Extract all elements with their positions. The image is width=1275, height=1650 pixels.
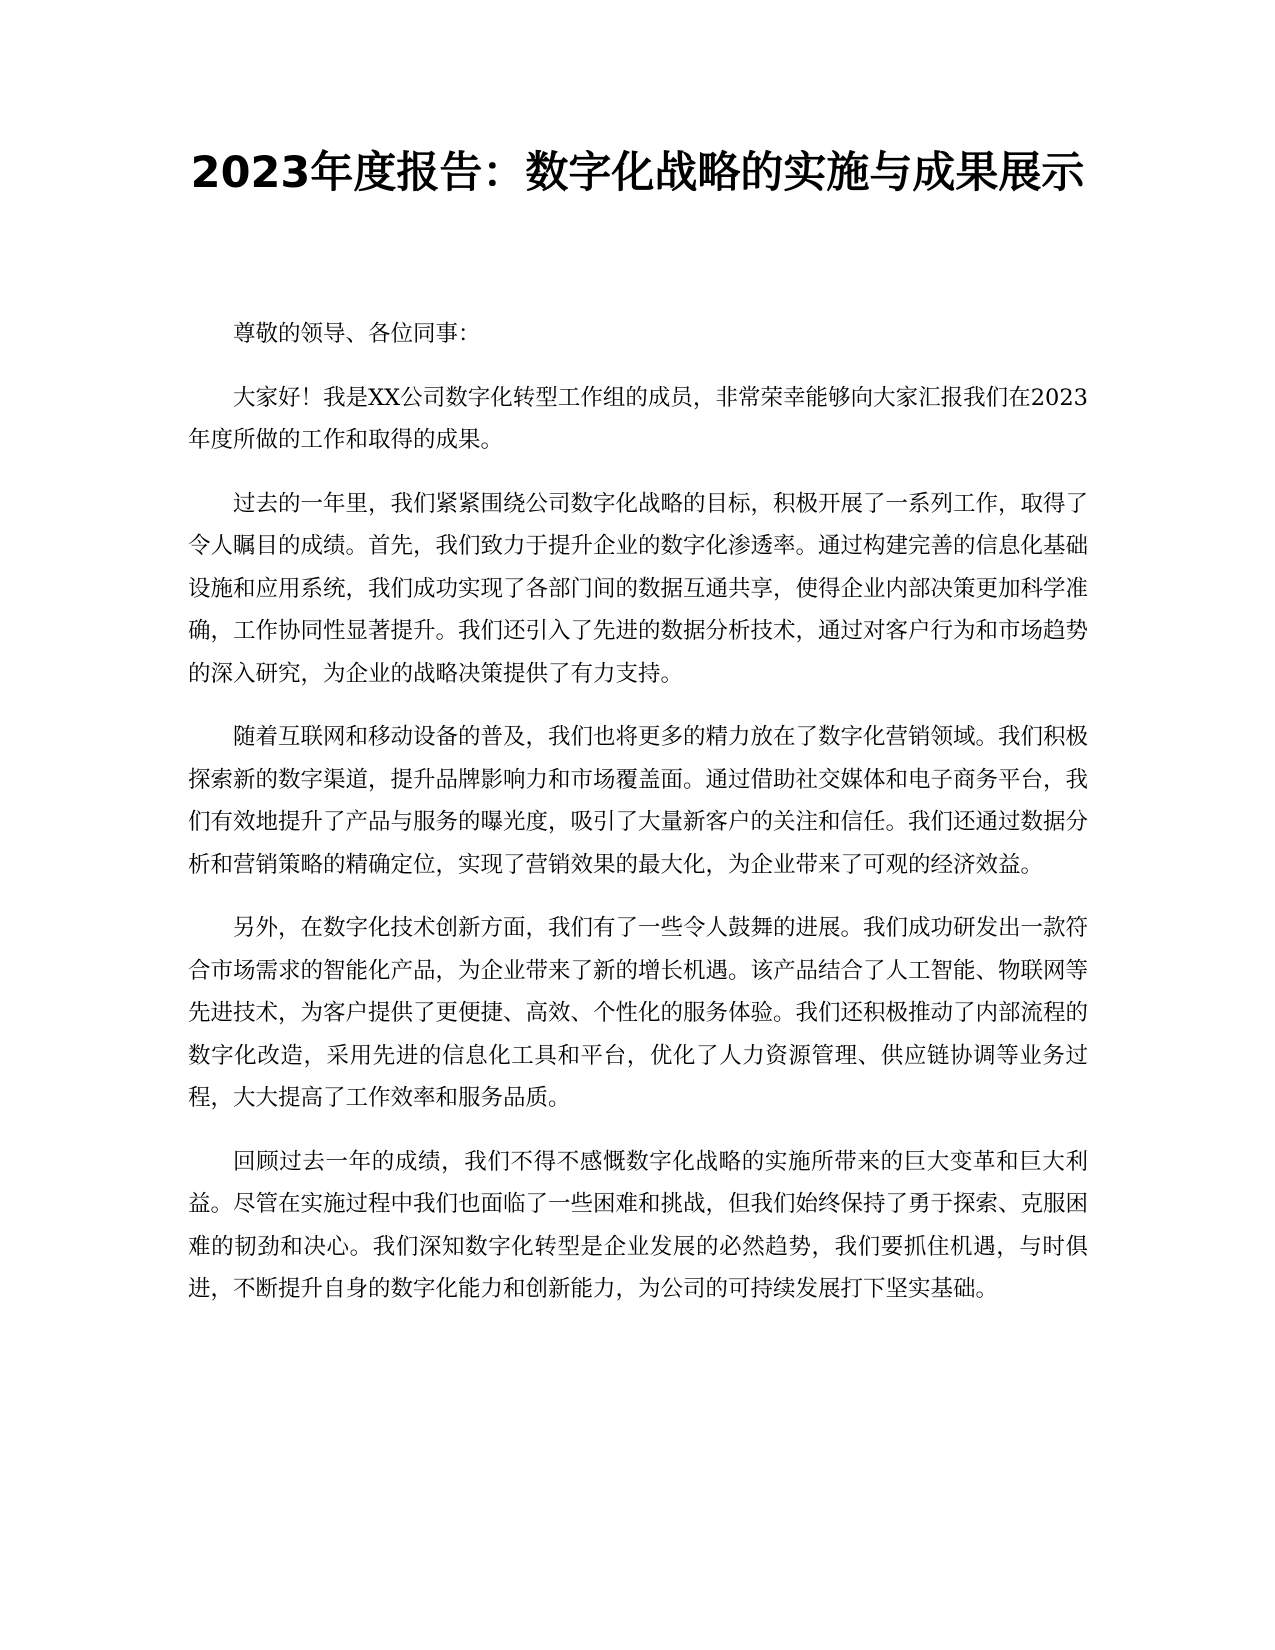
- document-title: 2023年度报告：数字化战略的实施与成果展示: [190, 148, 1085, 198]
- document-body: [188, 313, 1088, 1332]
- paragraph-strategy: 过去的一年里，我们紧紧围绕公司数字化战略的目标，积极开展了一系列工作，取得了令人瞩目的成绩。首先，我们致力于提升企业的数字化渗透率。通过构建完善的信息化基础设施和应用系统，我们成功实现了各部门间的数据互通共享，使得企业内部决策更加科学准确，工作协同性显著提升。我们还引入了先进的数据分析技术，通过对客户行为和市场趋势的深入研究，为企业的战略决策提供了有力支持。: [188, 490, 1089, 687]
- salutation: 尊敬的领导、各位同事：: [233, 321, 481, 347]
- paragraph-review: 回顾过去一年的成绩，我们不得不感慨数字化战略的实施所带来的巨大变革和巨大利益。尽管在实施过程中我们也面临了一些困难和挑战，但我们始终保持了勇于探索、克服困难的韧劲和决心。我们深知数字化转型是企业发展的必然趋势，我们要抓住机遇，与时俱进，不断提升自身的数字化能力和创新能力，为公司的可持续发展打下坚实基础。: [188, 1148, 1089, 1302]
- paragraph-marketing: 随着互联网和移动设备的普及，我们也将更多的精力放在了数字化营销领域。我们积极探索新的数字渠道，提升品牌影响力和市场覆盖面。通过借助社交媒体和电子商务平台，我们有效地提升了产品与服务的曝光度，吸引了大量新客户的关注和信任。我们还通过数据分析和营销策略的精确定位，实现了营销效果的最大化，为企业带来了可观的经济效益。: [188, 724, 1089, 878]
- paragraph-innovation: 另外，在数字化技术创新方面，我们有了一些令人鼓舞的进展。我们成功研发出一款符合市场需求的智能化产品，为企业带来了新的增长机遇。该产品结合了人工智能、物联网等先进技术，为客户提供了更便捷、高效、个性化的服务体验。我们还积极推动了内部流程的数字化改造，采用先进的信息化工具和平台，优化了人力资源管理、供应链协调等业务过程，大大提高了工作效率和服务品质。: [188, 915, 1089, 1111]
- paragraph-intro: 大家好！我是XX公司数字化转型工作组的成员，非常荣幸能够向大家汇报我们在2023年度所做的工作和取得的成果。: [188, 384, 1088, 453]
